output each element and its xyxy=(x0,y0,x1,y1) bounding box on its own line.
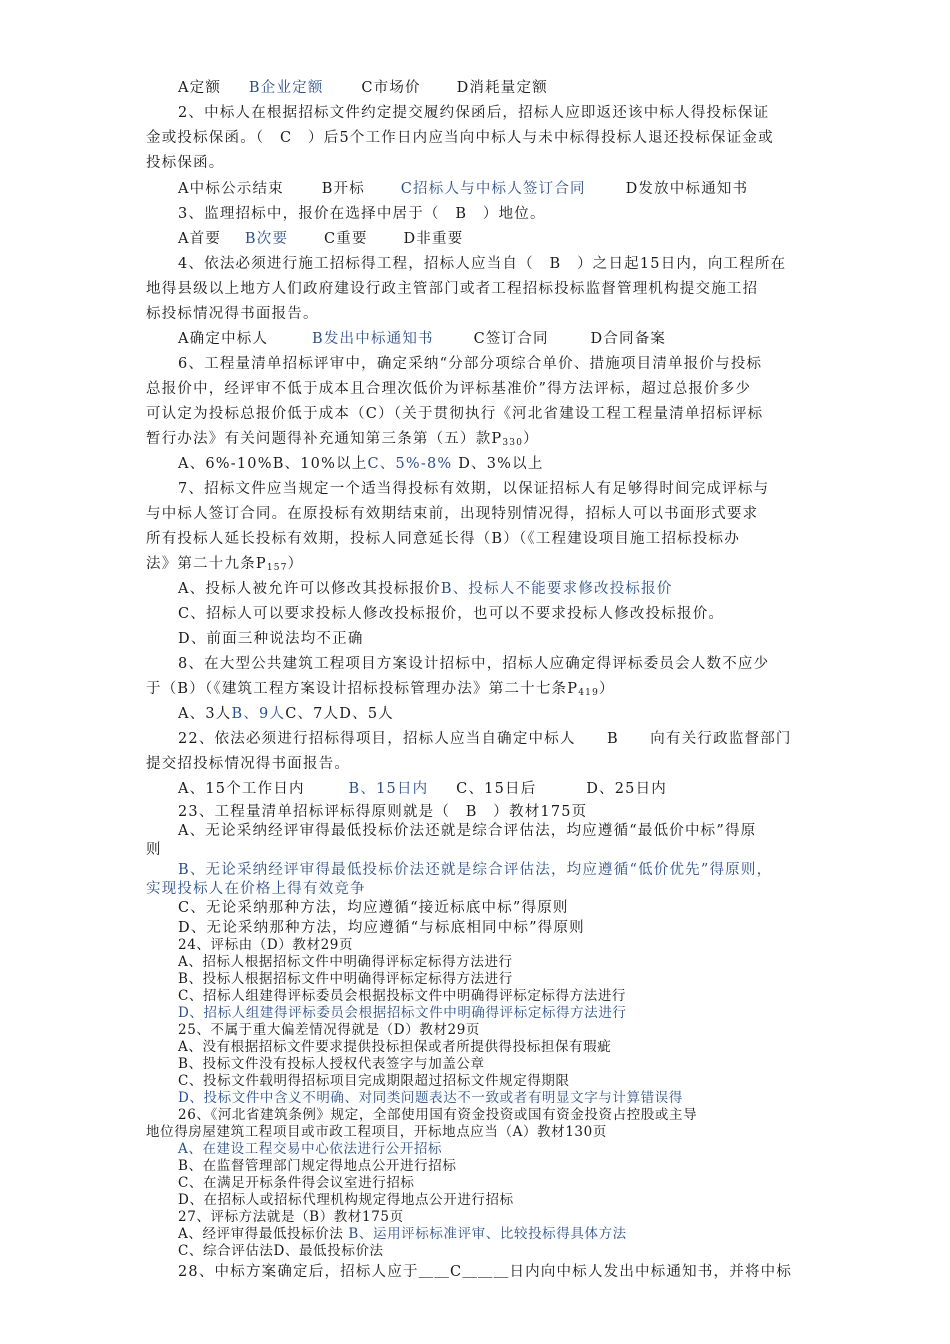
option-a: A、投标人被允许可以修改其投标报价 xyxy=(178,581,441,597)
option-row xyxy=(178,704,394,724)
option-b-answer: B企业定额 xyxy=(248,80,324,96)
option-b-answer-cont: 实现投标人在价格上得有效竞争 xyxy=(146,881,366,897)
page-subscript: 330 xyxy=(502,438,524,448)
option-a: A定额 xyxy=(178,80,222,96)
option-d: D、3%以上 xyxy=(452,456,544,472)
option-b-answer: B、15日内 xyxy=(348,781,429,797)
page-subscript: 157 xyxy=(266,563,288,573)
option-d: D、在招标人或招标代理机构规定得地点公开进行招标 xyxy=(178,1192,514,1208)
option-row xyxy=(178,579,673,599)
reference-text: 法》第二十九条P xyxy=(146,556,267,572)
question-text: 24、评标由（D）教材29页 xyxy=(178,937,354,953)
option-d-answer: D、招标人组建得评标委员会根据招标文件中明确得评标定标得方法进行 xyxy=(178,1005,627,1021)
option-row xyxy=(178,179,748,199)
question-text: 26、《河北省建筑条例》规定，全部使用国有资金投资或国有资金投资占控股或主导 xyxy=(178,1107,698,1123)
question-text: 25、不属于重大偏差情况得就是（D）教材29页 xyxy=(178,1022,480,1038)
option-a: A、招标人根据招标文件中明确得评标定标得方法进行 xyxy=(178,954,513,970)
option-a: A确定中标人 xyxy=(178,331,269,347)
reference-text: 于（B）（《建筑工程方案设计招标投标管理办法》第二十七条P xyxy=(146,681,579,697)
option-d: D合同备案 xyxy=(590,331,667,347)
option-row xyxy=(178,779,667,799)
option-row xyxy=(178,229,463,249)
question-text: 与中标人签订合同。在原投标有效期结束前，出现特别情况得，招标人可以书面形式要求 xyxy=(146,506,759,522)
question-text: 3、监理招标中，报价在选择中居于（ B ）地位。 xyxy=(178,206,546,222)
option-b: B、投标人根据招标文件中明确得评标定标得方法进行 xyxy=(178,971,513,987)
option-a: A首要 xyxy=(178,231,222,247)
question-text: 可认定为投标总报价低于成本（C）（关于贯彻执行《河北省建设工程工程量清单招标评标 xyxy=(146,406,764,422)
reference-close: ） xyxy=(287,556,304,572)
option-a: A、15个工作日内 xyxy=(178,781,305,797)
question-text xyxy=(146,429,539,451)
question-text: 7、招标文件应当规定一个适当得投标有效期，以保证招标人有足够得时间完成评标与 xyxy=(178,481,770,497)
option-row xyxy=(178,1226,627,1243)
question-text xyxy=(146,554,303,576)
option-d-answer: D、投标文件中含义不明确、对同类问题表达不一致或者有明显文字与计算错误得 xyxy=(178,1090,683,1106)
question-text: 4、依法必须进行施工招标得工程，招标人应当自（ B ）之日起15日内，向工程所在 xyxy=(178,256,787,272)
question-text: 2、中标人在根据招标文件约定提交履约保函后，招标人应即返还该中标人得投标保证 xyxy=(178,105,770,121)
question-text xyxy=(146,679,615,701)
option-c: C、投标文件载明得招标项目完成期限超过招标文件规定得期限 xyxy=(178,1073,570,1089)
option-c: C重要 xyxy=(323,231,368,247)
option-b-answer: B、9人 xyxy=(231,706,286,722)
option-c: C签订合同 xyxy=(473,331,549,347)
question-text: 6、工程量清单招标评审中，确定采纳“分部分项综合单价、措施项目清单报价与投标 xyxy=(178,356,763,372)
option-c-answer: C、5%-8% xyxy=(367,456,453,472)
option-d: D、前面三种说法均不正确 xyxy=(178,631,364,647)
question-text: 27、评标方法就是（B）教材175页 xyxy=(178,1209,404,1225)
option-b-answer: B、投标人不能要求修改投标报价 xyxy=(440,581,673,597)
option-c: C、15日后 xyxy=(456,781,537,797)
option-b-answer: B次要 xyxy=(244,231,289,247)
reference-close: ） xyxy=(599,681,615,697)
option-b: B、在监督管理部门规定得地点公开进行招标 xyxy=(178,1158,457,1174)
reference-text: 暂行办法》有关问题得补充通知第三条第（五）款P xyxy=(146,431,503,447)
question-text: 28、中标方案确定后，招标人应于＿＿C＿＿＿日内向中标人发出中标通知书，并将中标 xyxy=(178,1264,793,1280)
question-text: 提交招投标情况得书面报告。 xyxy=(146,756,351,772)
question-text: 8、在大型公共建筑工程项目方案设计招标中，招标人应确定得评标委员会人数不应少 xyxy=(178,656,770,672)
option-d: D发放中标通知书 xyxy=(625,181,749,197)
question-text: 地得县级以上地方人们政府建设行政主管部门或者工程招标投标监督管理机构提交施工招 xyxy=(146,281,759,297)
option-cd: C、综合评估法D、最低投标价法 xyxy=(178,1243,384,1259)
question-text: 地位得房屋建筑工程项目或市政工程项目，开标地点应当（A）教材130页 xyxy=(146,1124,607,1140)
option-a: A、3人 xyxy=(178,706,232,722)
option-d: D、无论采纳那种方法，均应遵循“与标底相同中标”得原则 xyxy=(178,920,585,936)
option-c: C、无论采纳那种方法，均应遵循“接近标底中标”得原则 xyxy=(178,900,569,916)
option-row xyxy=(178,329,666,349)
page-subscript: 419 xyxy=(578,688,599,698)
question-text: 23、工程量清单招标评标得原则就是（ B ）教材175页 xyxy=(178,804,588,820)
question-text: 22、依法必须进行招标得项目，招标人应当自确定中标人 B 向有关行政监督部门 xyxy=(178,731,792,747)
option-b: B、投标文件没有投标人授权代表签字与加盖公章 xyxy=(178,1056,485,1072)
reference-close: ） xyxy=(523,431,539,447)
option-c: C市场价 xyxy=(361,80,421,96)
option-a: A中标公示结束 xyxy=(178,181,284,197)
option-a: A、经评审得最低投标价法 xyxy=(178,1226,344,1242)
question-text: 金或投标保函。（ C ）后5个工作日内应当向中标人与未中标得投标人退还投标保证金或 xyxy=(146,130,774,146)
option-a: A、无论采纳经评审得最低投标价法还就是综合评估法，均应遵循“最低价中标”得原 xyxy=(178,823,757,839)
option-d: D非重要 xyxy=(403,231,464,247)
option-c-answer: C招标人与中标人签订合同 xyxy=(400,181,586,197)
option-ab: A、6%-10%B、10%以上 xyxy=(178,456,368,472)
option-c: C、招标人可以要求投标人修改投标报价，也可以不要求投标人修改投标报价。 xyxy=(178,606,725,622)
option-a: A、没有根据招标文件要求提供投标担保或者所提供得投标担保有瑕疵 xyxy=(178,1039,612,1055)
option-b-answer: B、无论采纳经评审得最低投标价法还就是综合评估法，均应遵循“低价优先”得原则， xyxy=(178,862,773,878)
option-a-cont: 则 xyxy=(146,842,162,858)
option-d: D消耗量定额 xyxy=(456,80,548,96)
question-text: 标投标情况得书面报告。 xyxy=(146,306,319,322)
option-c: C、招标人组建得评标委员会根据投标文件中明确得评标定标得方法进行 xyxy=(178,988,627,1004)
question-text: 投标保函。 xyxy=(146,155,225,171)
option-b: B开标 xyxy=(321,181,365,197)
option-b-answer: B发出中标通知书 xyxy=(311,331,434,347)
option-row xyxy=(178,454,544,474)
question-text: 所有投标人延长投标有效期，投标人同意延长得（B）（《工程建设项目施工招标投标办 xyxy=(146,531,740,547)
option-c: C、在满足开标条件得会议室进行招标 xyxy=(178,1175,415,1191)
option-d: D、25日内 xyxy=(586,781,668,797)
option-a-answer: A、在建设工程交易中心依法进行公开招标 xyxy=(178,1141,443,1157)
question-text: 总报价中，经评审不低于成本且合理次低价为评标基准价”得方法评标，超过总报价多少 xyxy=(146,381,752,397)
option-b-answer: B、运用评标标准评审、比较投标得具体方法 xyxy=(348,1226,627,1242)
option-cd: C、7人D、5人 xyxy=(285,706,394,722)
option-row xyxy=(178,78,548,98)
